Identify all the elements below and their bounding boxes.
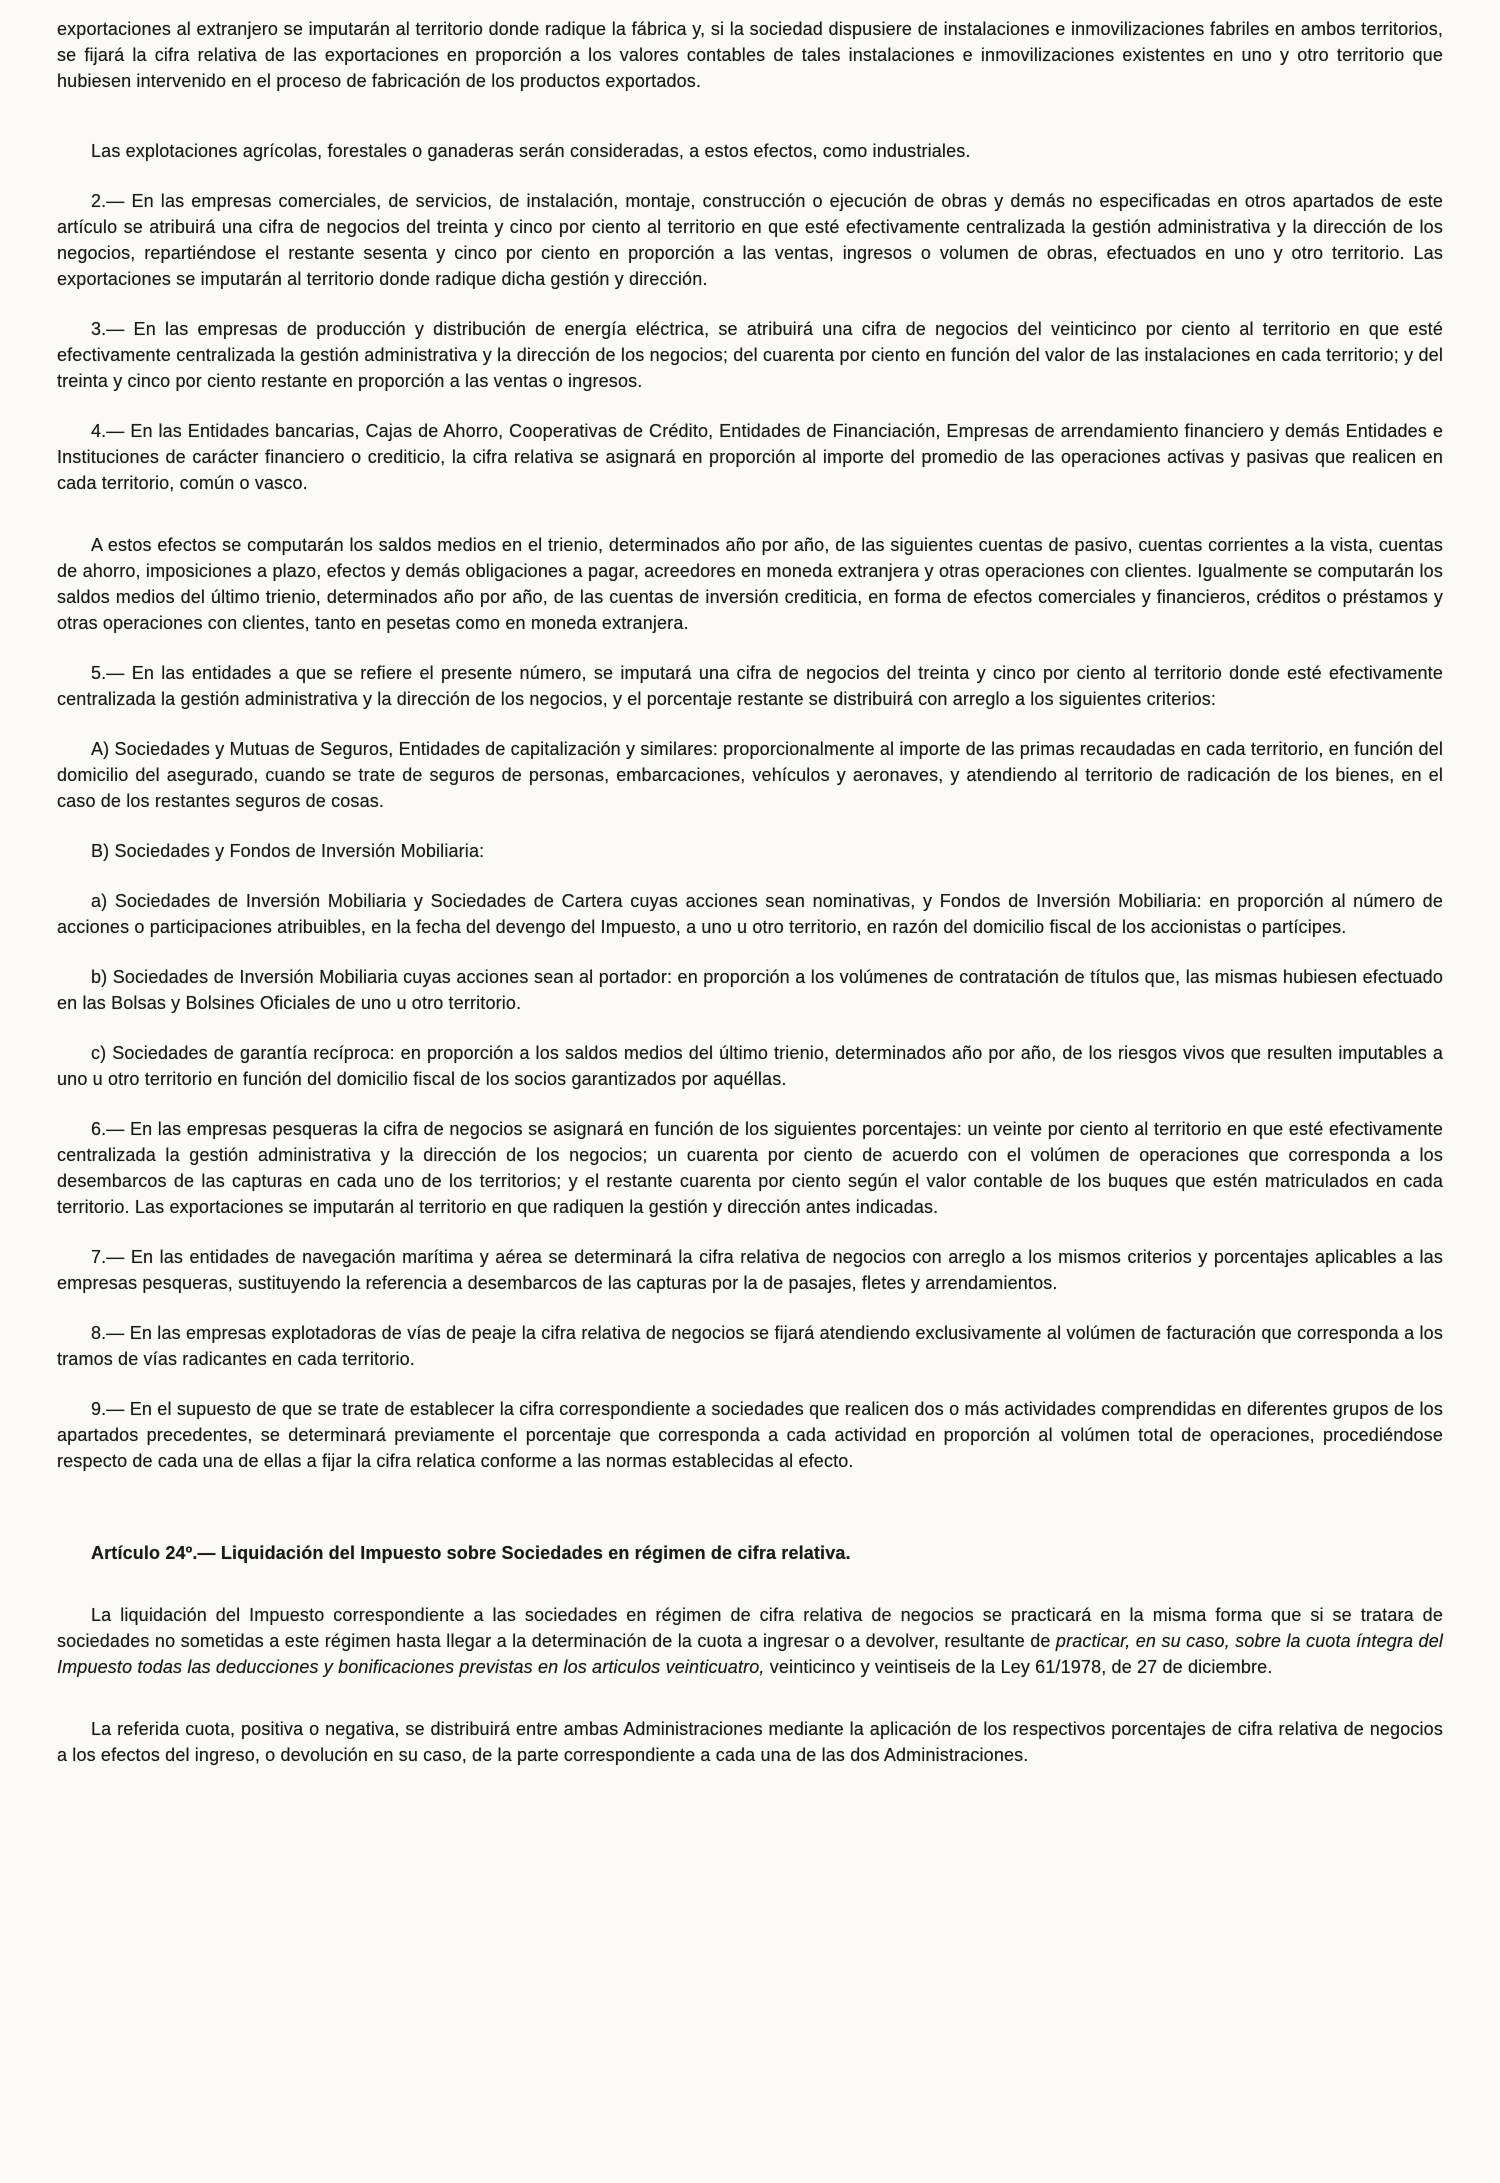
paragraph-point-5: 5.— En las entidades a que se refiere el presente número, se imputará una cifra de negocios del treinta y cinco por ciento al territorio donde esté efectivamente centralizada la gestión administrativa y la dirección de los negocios, y el porcentaje restante se distribuirá con arreglo a los siguientes criterios: (57, 663, 1443, 709)
paragraph-point-2: 2.— En las empresas comerciales, de servicios, de instalación, montaje, construcción o ejecución de obras y demás no especificadas en otros apartados de este artículo se atribuirá una cifra de negocios del treinta y cinco por ciento al territorio en que esté efectivamente centralizada la gestión administrativa y la dirección de los negocios, repartiéndose el restante sesenta y cinco por ciento en proporción a las ventas, ingresos o volumen de obras, efectuados en uno y otro territorio. Las exportaciones se imputarán al territorio donde radique dicha gestión y dirección. (57, 191, 1443, 289)
paragraph-item-c: c) Sociedades de garantía recíproca: en proporción a los saldos medios del último trienio, determinados año por año, de los riesgos vivos que resulten imputables a uno u otro territorio en función del domicilio fiscal de los socios garantizados por aquéllas. (57, 1043, 1443, 1089)
paragraph-point-9: 9.— En el supuesto de que se trate de establecer la cifra correspondiente a sociedades que realicen dos o más actividades comprendidas en diferentes grupos de los apartados precedentes, se determinará previamente el porcentaje que corresponda a cada actividad en proporción al volúmen total de operaciones, procediéndose respecto de cada una de ellas a fijar la cifra relatica conforme a las normas establecidas al efecto. (57, 1399, 1443, 1471)
paragraph-point-6: 6.— En las empresas pesqueras la cifra de negocios se asignará en función de los siguientes porcentajes: un veinte por ciento al territorio en que esté efectivamente centralizada la gestión administrativa y la dirección de los negocios; un cuarenta por ciento de acuerdo con el volúmen de operaciones que corresponda a los desembarcos de las capturas en cada uno de los territorios; y el restante cuarenta por ciento según el valor contable de los buques que estén matriculados en cada territorio. Las exportaciones se imputarán al territorio en que radiquen la gestión y dirección antes indicadas. (57, 1119, 1443, 1217)
paragraph-item-a: a) Sociedades de Inversión Mobiliaria y Sociedades de Cartera cuyas acciones sean nominativas, y Fondos de Inversión Mobiliaria: en proporción al número de acciones o participaciones atribuibles, en la fecha del devengo del Impuesto, a uno u otro territorio, en razón del domicilio fiscal de los accionistas o partícipes. (57, 891, 1443, 937)
paragraph-agricultural-note: Las explotaciones agrícolas, forestales o ganaderas serán consideradas, a estos efectos, como industriales. (91, 141, 971, 161)
paragraph-point-7: 7.— En las entidades de navegación marítima y aérea se determinará la cifra relativa de negocios con arreglo a los mismos criterios y porcentajes aplicables a las empresas pesqueras, sustituyendo la referencia a desembarcos de las capturas por la de pasajes, fletes y arrendamientos. (57, 1247, 1443, 1293)
liquidation-text-tail: veinticinco y veintiseis de la Ley 61/1978, de 27 de diciembre. (769, 1657, 1273, 1677)
article-24-heading: Artículo 24º.— Liquidación del Impuesto sobre Sociedades en régimen de cifra relativa. (91, 1543, 851, 1563)
paragraph-point-3: 3.— En las empresas de producción y distribución de energía eléctrica, se atribuirá una cifra de negocios del veinticinco por ciento al territorio en que esté efectivamente centralizada la gestión administrativa y la dirección de los negocios; del cuarenta por ciento en función del valor de las instalaciones en cada territorio; y del treinta y cinco por ciento restante en proporción a las ventas o ingresos. (57, 319, 1443, 391)
paragraph-exports-continuation: exportaciones al extranjero se imputarán al territorio donde radique la fábrica y, si la sociedad dispusiere de instalaciones e inmovilizaciones fabriles en ambos territorios, se fijará la cifra relativa de las exportaciones en proporción a los valores contables de tales instalaciones e inmovilizaciones existentes en uno y otro territorio que hubiesen intervenido en el proceso de fabricación de los productos exportados. (57, 19, 1443, 91)
paragraph-quota-distribution: La referida cuota, positiva o negativa, se distribuirá entre ambas Administraciones mediante la aplicación de los respectivos porcentajes de cifra relativa de negocios a los efectos del ingreso, o devolución en su caso, de la parte correspondiente a cada una de las dos Administraciones. (57, 1719, 1443, 1765)
paragraph-point-8: 8.— En las empresas explotadoras de vías de peaje la cifra relativa de negocios se fijará atendiendo exclusivamente al volúmen de facturación que corresponda a los tramos de vías radicantes en cada territorio. (57, 1323, 1443, 1369)
paragraph-point-4: 4.— En las Entidades bancarias, Cajas de Ahorro, Cooperativas de Crédito, Entidades de Financiación, Empresas de arrendamiento financiero y demás Entidades e Instituciones de carácter financiero o crediticio, la cifra relativa se asignará en proporción al importe del promedio de las operaciones activas y pasivas que realicen en cada territorio, común o vasco. (57, 421, 1443, 493)
paragraph-bank-balances: A estos efectos se computarán los saldos medios en el trienio, determinados año por año, de las siguientes cuentas de pasivo, cuentas corrientes a la vista, cuentas de ahorro, imposiciones a plazo, efectos y demás obligaciones a pagar, acreedores en moneda extranjera y otras operaciones con clientes. Igualmente se computarán los saldos medios del último trienio, determinados año por año, de las cuentas de inversión crediticia, en forma de efectos comerciales y financieros, créditos o préstamos y otras operaciones con clientes, tanto en pesetas como en moneda extranjera. (57, 535, 1443, 633)
paragraph-item-A: A) Sociedades y Mutuas de Seguros, Entidades de capitalización y similares: proporcionalmente al importe de las primas recaudadas en cada territorio, en función del domicilio del asegurado, cuando se trate de seguros de personas, embarcaciones, vehículos y aeronaves, y atendiendo al territorio de radicación de los bienes, en el caso de los restantes seguros de cosas. (57, 739, 1443, 811)
liquidation-text-italic: practicar, en su caso, sobre la cuota íntegra del Impuesto todas las deducciones y bonificaciones previstas en los articulos veinticuatro, (57, 1631, 1444, 1677)
paragraph-liquidation (57, 1602, 1443, 1680)
liquidation-text-lead: La liquidación del Impuesto correspondiente a las sociedades en régimen de cifra relativa de negocios se practicará en la misma forma que si se tratara de sociedades no sometidas a este régimen hasta llegar a la determinación de la cuota a ingresar o a devolver, resultante de (57, 1605, 1443, 1651)
paragraph-item-B: B) Sociedades y Fondos de Inversión Mobiliaria: (91, 841, 485, 861)
paragraph-item-b: b) Sociedades de Inversión Mobiliaria cuyas acciones sean al portador: en proporción a los volúmenes de contratación de títulos que, las mismas hubiesen efectuado en las Bolsas y Bolsines Oficiales de uno u otro territorio. (57, 967, 1443, 1013)
